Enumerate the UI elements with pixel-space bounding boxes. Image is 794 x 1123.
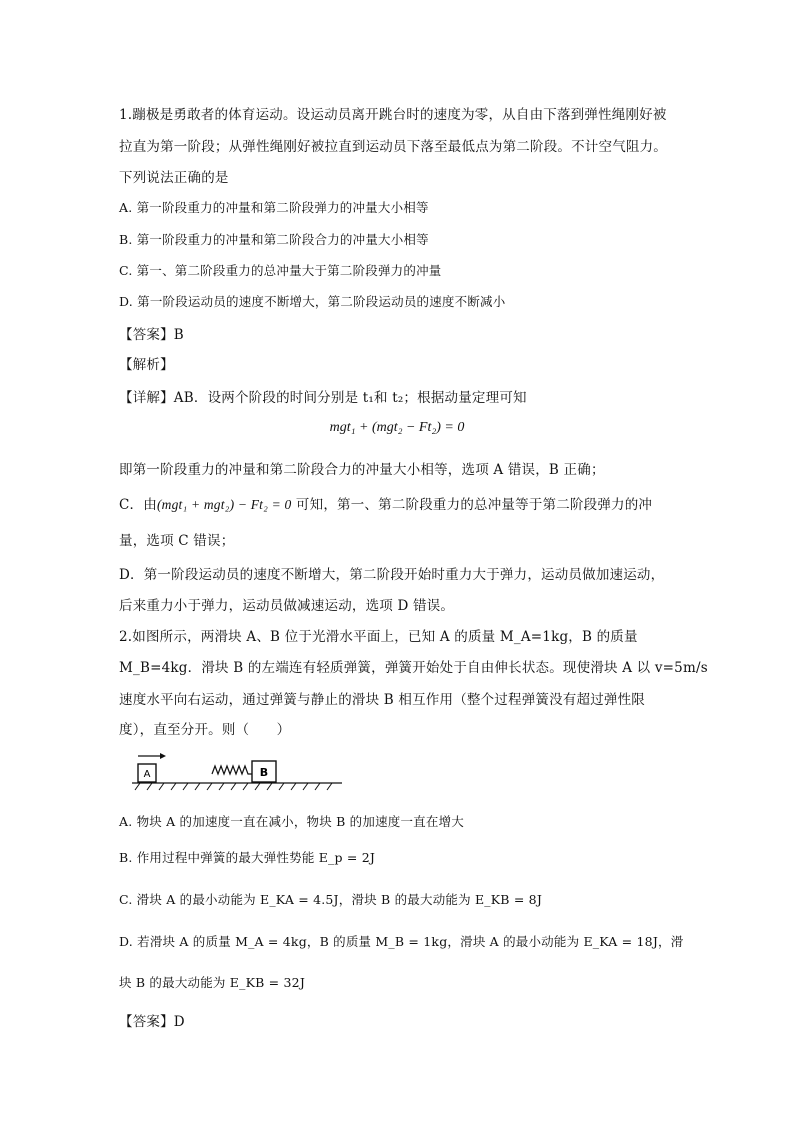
q1-c-suffix: 可知，第一、第二阶段重力的总冲量等于第二阶段弹力的冲 xyxy=(291,497,653,513)
q1-stem-line-2: 拉直为第一阶段；从弹性绳刚好被拉直到运动员下落至最低点为第二阶段。不计空气阻力。 xyxy=(119,139,667,155)
q1-equation: mgt₁ + (mgt₂ − Ft₂) = 0 xyxy=(329,420,465,435)
q2-answer: 【答案】D xyxy=(119,1014,185,1030)
q1-d-line-2: 后来重力小于弹力，运动员做减速运动，选项 D 错误。 xyxy=(119,598,455,614)
q2-stem-line-2: M_B=4kg．滑块 B 的左端连有轻质弹簧，弹簧开始处于自由伸长状态。现使滑块 A 以 v=5m/s xyxy=(119,660,708,676)
q1-detail: 【详解】AB．设两个阶段的时间分别是 t₁和 t₂；根据动量定理可知 xyxy=(119,390,527,406)
q1-after-equation: 即第一阶段重力的冲量和第二阶段合力的冲量大小相等，选项 A 错误，B 正确； xyxy=(119,462,605,478)
q1-stem-line-3: 下列说法正确的是 xyxy=(119,170,229,186)
q1-analysis-title: 【解析】 xyxy=(119,357,174,373)
ground-hatching xyxy=(135,783,332,790)
q1-option-b: B. 第一阶段重力的冲量和第二阶段合力的冲量大小相等 xyxy=(119,232,429,247)
q2-option-b: B. 作用过程中弹簧的最大弹性势能 E_p = 2J xyxy=(119,850,376,865)
q1-c-line-2: 量，选项 C 错误； xyxy=(119,533,235,549)
q1-stem-line-1: 1.蹦极是勇敢者的体育运动。设运动员离开跳台时的速度为零，从自由下落到弹性绳刚好被 xyxy=(119,107,667,123)
q1-d-line-1: D．第一阶段运动员的速度不断增大，第二阶段开始时重力大于弹力，运动员做加速运动， xyxy=(119,567,665,583)
q2-option-d-line-2: 块 B 的最大动能为 E_KB = 32J xyxy=(119,975,306,990)
q1-c-math: (mgt₁ + mgt₂) − Ft₂ = 0 xyxy=(156,497,292,512)
block-b-label: B xyxy=(259,766,269,779)
q2-option-c: C. 滑块 A 的最小动能为 E_KA = 4.5J，滑块 B 的最大动能为 E_KB = 8J xyxy=(119,892,543,907)
q2-diagram xyxy=(128,752,348,796)
q2-stem-line-4: 度），直至分开。则（ ） xyxy=(119,722,291,738)
spring xyxy=(212,766,252,774)
q1-c-prefix: C．由 xyxy=(119,497,157,513)
q1-option-a: A. 第一阶段重力的冲量和第二阶段弹力的冲量大小相等 xyxy=(119,200,429,215)
q2-option-d-line-1: D. 若滑块 A 的质量 M_A = 4kg，B 的质量 M_B = 1kg，滑块 A 的最小动能为 E_KA = 18J，滑 xyxy=(119,934,684,949)
velocity-arrow-head xyxy=(160,753,166,759)
q1-c-line-1 xyxy=(119,493,652,513)
q2-option-a: A. 物块 A 的加速度一直在减小，物块 B 的加速度一直在增大 xyxy=(119,814,464,829)
q1-answer: 【答案】B xyxy=(119,327,184,343)
q2-stem-line-3: 速度水平向右运动，通过弹簧与静止的滑块 B 相互作用（整个过程弹簧没有超过弹性限 xyxy=(119,692,646,708)
q2-stem-line-1: 2.如图所示，两滑块 A、B 位于光滑水平面上，已知 A 的质量 M_A=1kg，B 的质量 xyxy=(119,629,638,645)
q1-option-d: D. 第一阶段运动员的速度不断增大，第二阶段运动员的速度不断减小 xyxy=(119,294,506,309)
q1-option-c: C. 第一、第二阶段重力的总冲量大于第二阶段弹力的冲量 xyxy=(119,263,442,278)
block-a-label: A xyxy=(143,769,151,780)
